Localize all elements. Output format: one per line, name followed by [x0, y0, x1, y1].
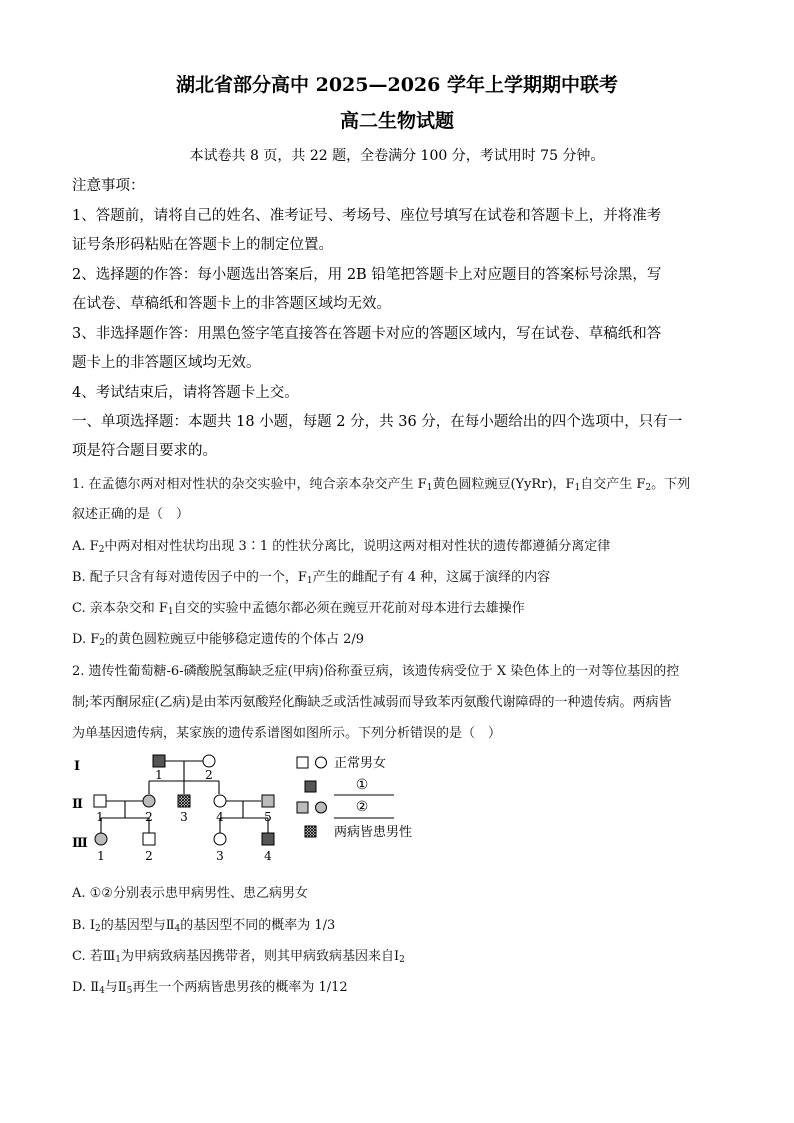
section-heading-line-1: 一、单项选择题：本题共 18 小题，每题 2 分，共 36 分，在每小题给出的四个选项中，只有一 — [72, 414, 683, 430]
pedigree-III-1 — [95, 833, 107, 845]
legend-disease2-male — [297, 802, 308, 813]
pedigree-I-2 — [203, 755, 215, 767]
section-heading-line-2: 项是符合题目要求的。 — [72, 443, 217, 459]
notice-heading: 注意事项： — [72, 178, 145, 194]
q1-option-c[interactable]: C. 亲本杂交和 $F_1$自交的实验中孟德尔都必须在豌豆开花前对母本进行去雄操作 — [72, 601, 525, 617]
pedigree-III-4 — [262, 833, 274, 845]
generation-label-3: Ⅲ — [72, 836, 88, 851]
exam-subject-title: 高二生物试题 — [339, 110, 454, 132]
legend-disease2-female — [316, 802, 327, 813]
svg-text:3: 3 — [180, 810, 188, 824]
q1-option-a[interactable]: A. $F_2$中两对相对性状均出现 3∶1 的性状分离比，说明这两对相对性状的遗传都遵循分离定律 — [72, 539, 611, 555]
legend-normal-female — [316, 757, 327, 768]
q1-option-b[interactable]: B. 配子只含有每对遗传因子中的一个，$F_1$产生的雌配子有 4 种，这属于演绎的内容 — [72, 570, 551, 586]
generation-label-2: Ⅱ — [72, 797, 83, 812]
q2-option-a[interactable]: A. ①②分别表示患甲病男性、患乙病男女 — [72, 886, 308, 901]
legend-normal-male — [297, 757, 308, 768]
svg-text:2: 2 — [145, 810, 153, 824]
q2-stem-line-3: 为单基因遗传病，某家族的遗传系谱图如图所示。下列分析错误的是（ ） — [72, 726, 502, 741]
q2-option-b[interactable]: B. $Ⅰ_2$的基因型与$Ⅱ_4$的基因型不同的概率为 1/3 — [72, 918, 336, 934]
svg-text:2: 2 — [205, 768, 213, 782]
pedigree-chart — [72, 752, 452, 872]
svg-text:2: 2 — [145, 849, 153, 863]
legend-both-male — [305, 826, 316, 837]
pedigree-III-2 — [143, 833, 155, 845]
legend-normal-label: 正常男女 — [334, 756, 387, 771]
q1-stem-line-2: 叙述正确的是（ ） — [72, 507, 190, 522]
q2-stem-line-2: 制;苯丙酮尿症(乙病)是由苯丙氨酸羟化酶缺乏或活性减弱而导致苯丙氨酸代谢障碍的一种遗传病。两病皆 — [72, 695, 672, 710]
q1-stem-line-1: 1. 在孟德尔两对相对性状的杂交实验中，纯合亲本杂交产生 $F_1$黄色圆粒豌豆(YyRr)，$F_1$自交产生 $F_2$。下列 — [72, 477, 691, 493]
svg-text:3: 3 — [216, 849, 224, 863]
generation-label-1: Ⅰ — [74, 759, 81, 774]
legend-label-2: ② — [355, 799, 369, 815]
exam-title: 湖北省部分高中 2025—2026 学年上学期期中联考 — [176, 74, 618, 96]
svg-text:1: 1 — [96, 810, 104, 824]
pedigree-II-4 — [214, 795, 226, 807]
q1-option-d[interactable]: D. $F_2$的黄色圆粒豌豆中能够稳定遗传的个体占 2/9 — [72, 632, 365, 648]
notice-line-3: 2、选择题的作答：每小题选出答案后，用 2B 铅笔把答题卡上对应题目的答案标号涂黑，写 — [72, 267, 662, 283]
pedigree-III-3 — [214, 833, 226, 845]
legend-both-label: 两病皆患男性 — [334, 825, 413, 840]
svg-text:5: 5 — [264, 810, 272, 824]
notice-line-5: 3、非选择题作答：用黑色签字笔直接答在答题卡对应的答题区域内，写在试卷、草稿纸和答 — [72, 326, 662, 342]
pedigree-I-1 — [153, 755, 165, 767]
pedigree-II-5 — [262, 795, 274, 807]
notice-line-6: 题卡上的非答题区域均无效。 — [72, 355, 261, 371]
q2-stem-line-1: 2. 遗传性葡萄糖-6-磷酸脱氢酶缺乏症(甲病)俗称蚕豆病，该遗传病受位于 X 染色体上的一对等位基因的控 — [72, 664, 680, 679]
svg-text:1: 1 — [155, 768, 163, 782]
notice-line-1: 1、答题前，请将自己的姓名、准考证号、考场号、座位号填写在试卷和答题卡上，并将准考 — [72, 208, 662, 224]
legend-disease1-male — [305, 781, 316, 792]
pedigree-II-3 — [178, 795, 190, 807]
notice-line-2: 证号条形码粘贴在答题卡上的制定位置。 — [72, 237, 333, 253]
pedigree-II-2 — [143, 795, 155, 807]
exam-info: 本试卷共 8 页，共 22 题，全卷满分 100 分，考试用时 75 分钟。 — [189, 148, 605, 164]
legend-label-1: ① — [355, 777, 369, 793]
svg-text:1: 1 — [97, 849, 105, 863]
notice-line-4: 在试卷、草稿纸和答题卡上的非答题区域均无效。 — [72, 296, 391, 312]
notice-line-7: 4、考试结束后，请将答题卡上交。 — [72, 385, 299, 401]
svg-text:4: 4 — [264, 849, 272, 863]
q2-option-d[interactable]: D. $Ⅱ_4$与$Ⅱ_5$再生一个两病皆患男孩的概率为 1/12 — [72, 980, 348, 996]
svg-text:4: 4 — [216, 810, 224, 824]
pedigree-II-1 — [94, 795, 106, 807]
q2-option-c[interactable]: C. 若$Ⅲ_1$为甲病致病基因携带者，则其甲病致病基因来自$Ⅰ_2$ — [72, 949, 405, 965]
